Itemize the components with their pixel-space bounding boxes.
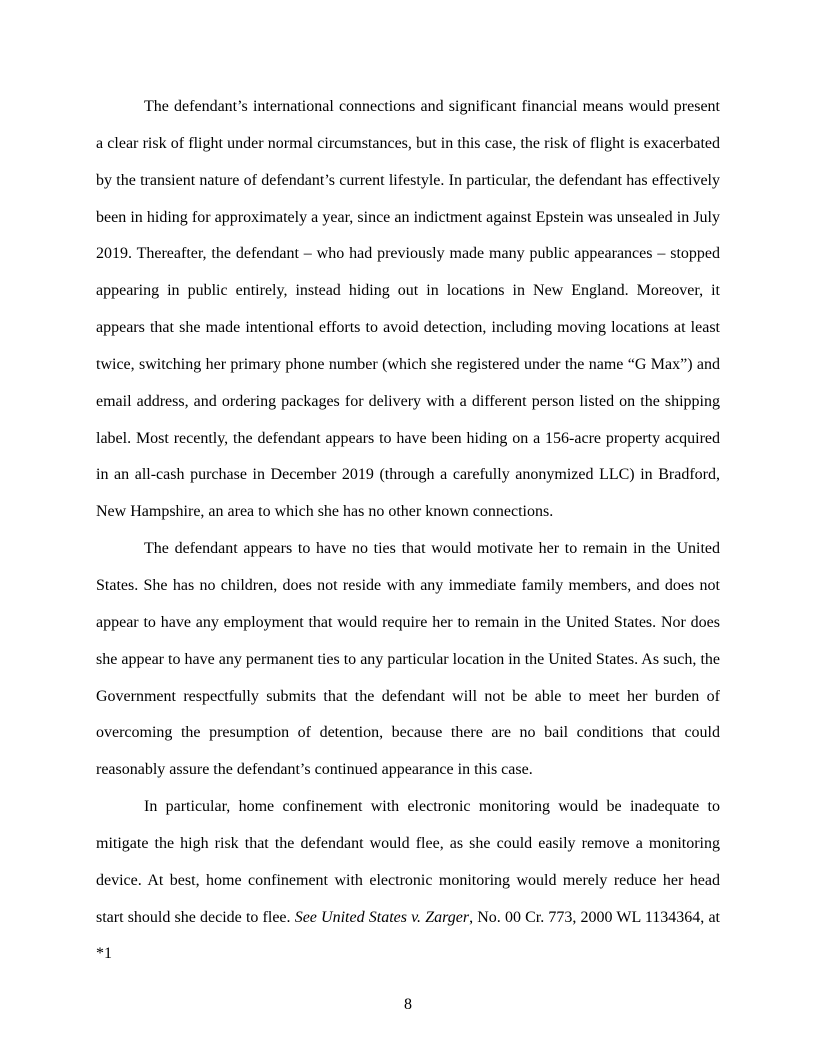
page-number: 8 — [404, 996, 412, 1013]
paragraph-no-ties: The defendant appears to have no ties that would motivate her to remain in the United States. She has no children, does not reside with any immediate family members, and does not appear to have any employment that would require her to remain in the United States. Nor does she appear to have any permanent ties to any particular location in the United States. As such, the Government respectfully submits that the defendant will not be able to meet her burden of overcoming the presumption of detention, because there are no bail conditions that could reasonably assure the defendant’s continued appearance in this case. — [96, 540, 720, 779]
body-text — [96, 89, 720, 973]
paragraph-text: In particular, home confinement with electronic monitoring would be inadequate to mitigate the high risk that the defendant would flee, as she could easily remove a monitoring device. At best, home confinement with electronic monitoring would merely reduce her head start should she decide to flee. — [96, 798, 720, 926]
paragraph-flight-risk: The defendant’s international connections and significant financial means would present a clear risk of flight under normal circumstances, but in this case, the risk of flight is exacerbated by the transient nature of defendant’s current lifestyle. In particular, the defendant has effectively been in hiding for approximately a year, since an indictment against Epstein was unsealed in July 2019. Thereafter, the defendant – who had previously made many public appearances – stopped appearing in public entirely, instead hiding out in locations in New England. Moreover, it appears that she made intentional efforts to avoid detection, including moving locations at least twice, switching her primary phone number (which she registered under the name “G Max”) and email address, and ordering packages for delivery with a different person listed on the shipping label. Most recently, the defendant appears to have been hiding on a 156-acre property acquired in an all-cash purchase in December 2019 (through a carefully anonymized LLC) in Bradford, New Hampshire, an area to which she has no other known connections. — [96, 98, 720, 521]
paragraph-home-confinement — [96, 789, 720, 973]
case-citation: See United States v. Zarger — [294, 908, 470, 926]
citation-details: , No. 00 Cr. 773, 2000 WL 1134364, at *1 — [96, 908, 720, 963]
